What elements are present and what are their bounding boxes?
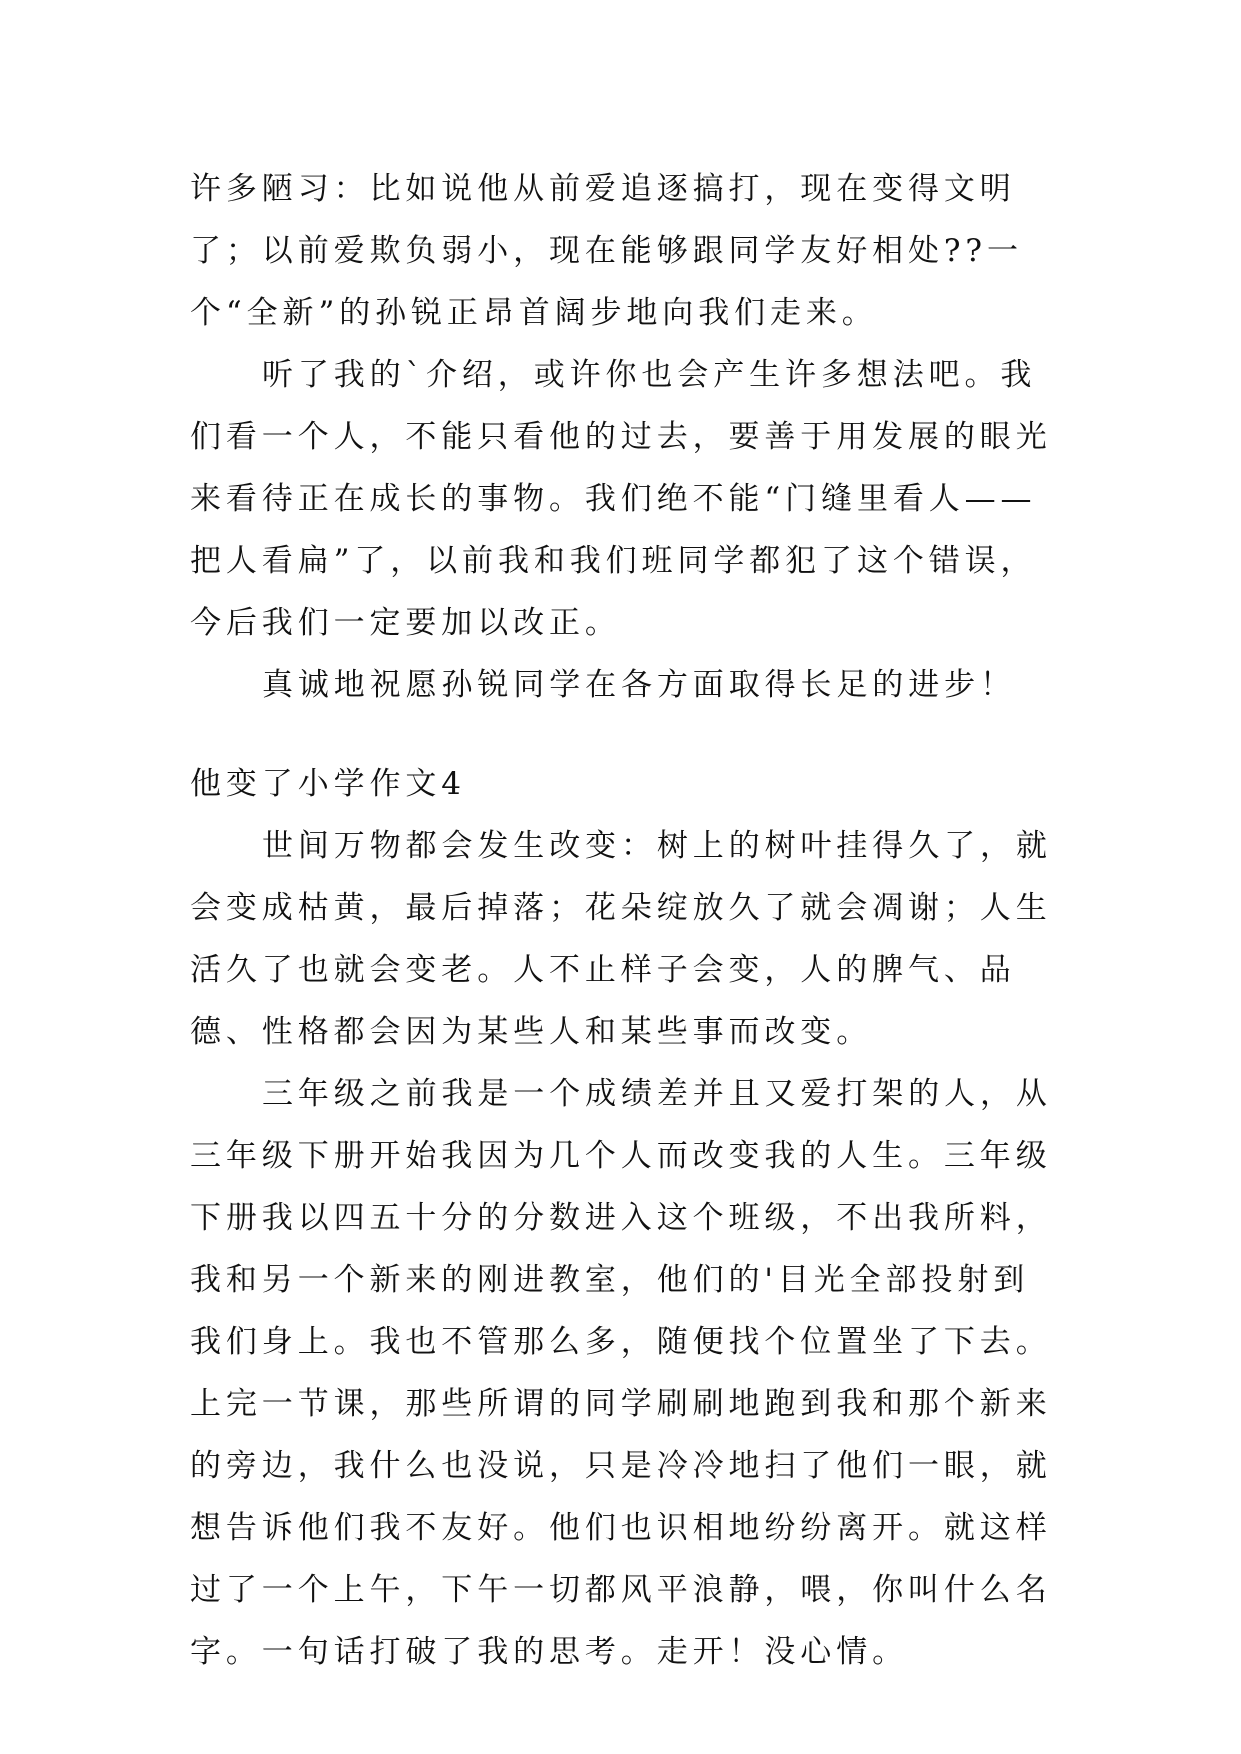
paragraph-story: 三年级之前我是一个成绩差并且又爱打架的人，从三年级下册开始我因为几个人而改变我的人生。三年级下册我以四五十分的分数进入这个班级，不出我所料，我和另一个新来的刚进教室，他们的'目光全部投射到我们身上。我也不管那么多，随便找个位置坐了下去。上完一节课，那些所谓的同学刷刷地跑到我和那个新来的旁边，我什么也没说，只是冷冷地扫了他们一眼，就想告诉他们我不友好。他们也识相地纷纷离开。就这样过了一个上午，下午一切都风平浪静，喂，你叫什么名字。一句话打破了我的思考。走开！没心情。	[190, 1076, 1052, 1670]
paragraph-wish: 真诚地祝愿孙锐同学在各方面取得长足的进步！	[262, 667, 1016, 703]
paragraph-reflection: 听了我的`介绍，或许你也会产生许多想法吧。我们看一个人，不能只看他的过去，要善于用发展的眼光来看待正在成长的事物。我们绝不能“门缝里看人——把人看扁”了，以前我和我们班同学都犯了这个错误，今后我们一定要加以改正。	[190, 357, 1052, 641]
document-body	[190, 158, 1060, 1683]
paragraph-continued: 许多陋习：比如说他从前爱追逐搞打，现在变得文明了；以前爱欺负弱小，现在能够跟同学友好相处??一个“全新”的孙锐正昂首阔步地向我们走来。	[190, 171, 1023, 331]
paragraph-change: 世间万物都会发生改变：树上的树叶挂得久了，就会变成枯黄，最后掉落；花朵绽放久了就会凋谢；人生活久了也就会变老。人不止样子会变，人的脾气、品德、性格都会因为某些人和某些事而改变。	[190, 828, 1052, 1050]
essay-title: 他变了小学作文4	[190, 766, 466, 802]
